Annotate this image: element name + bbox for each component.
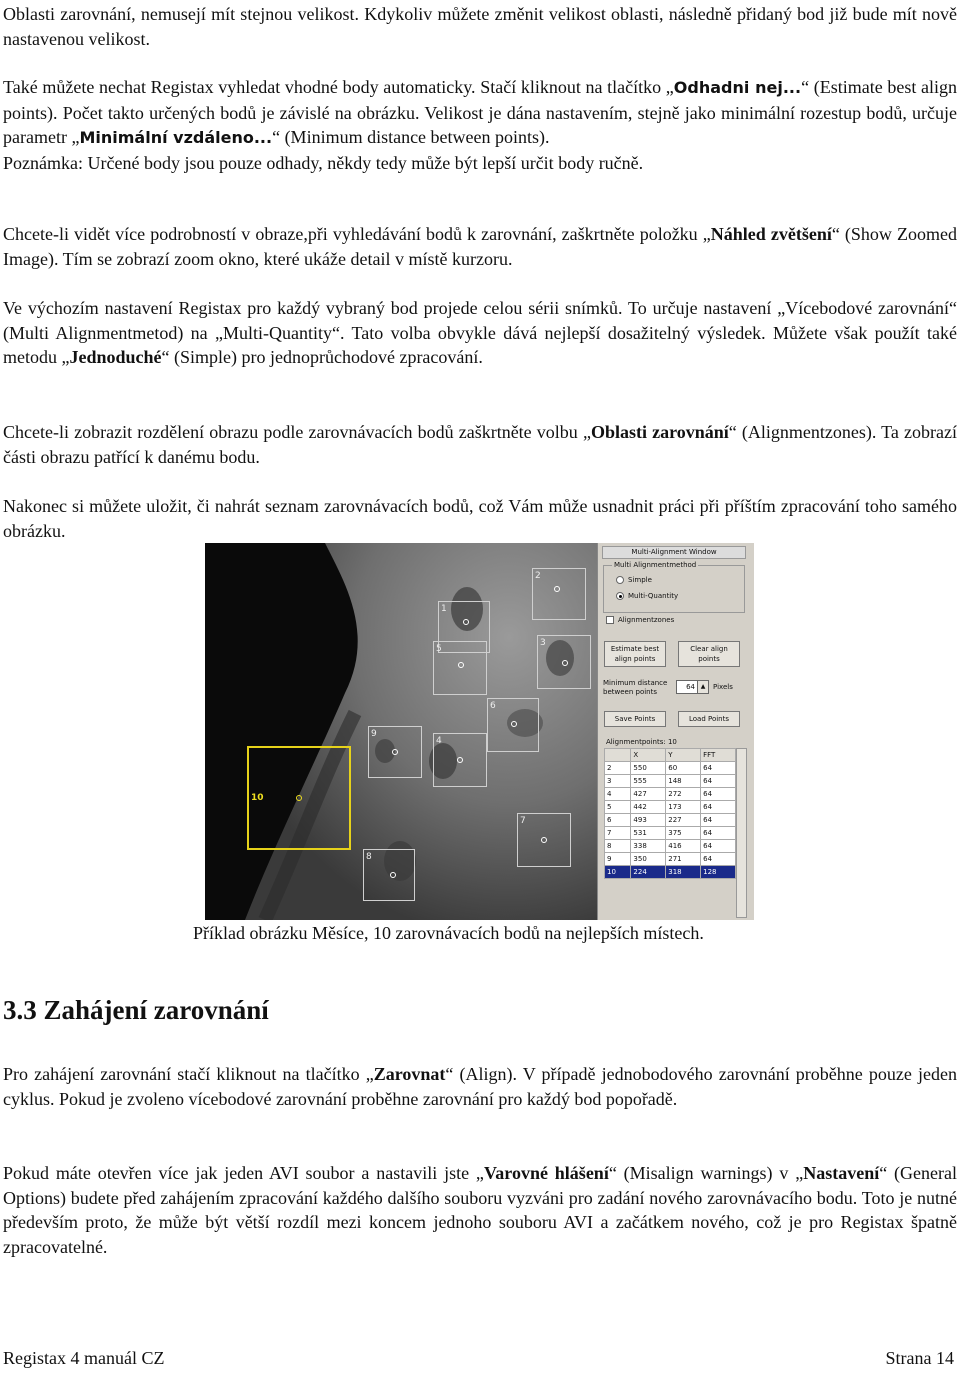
table-cell: 64 — [701, 801, 736, 814]
table-cell: 375 — [666, 827, 701, 840]
footer-title: Registax 4 manuál CZ — [3, 1348, 165, 1368]
method-group — [603, 565, 745, 613]
table-cell: 64 — [701, 775, 736, 788]
paragraph-method: Ve výchozím nastavení Registax pro každý vybraný bod projede celou sérii snímků. To určuje nastavení „Vícebodové zarovnání“ (Multi Alignmentmetod) na „Multi-Quantity“. Tato volba obvykle dává nejlepší dosažitelný výsledek. Můžete však použít také metodu „Jednoduché“ (Simple) pro jednoprůchodové zpracování. — [3, 298, 957, 367]
spin-icon[interactable]: ▲ — [697, 680, 709, 694]
table-row[interactable] — [605, 801, 736, 814]
table-cell: 550 — [631, 762, 666, 775]
table-cell: 148 — [666, 775, 701, 788]
table-cell: 227 — [666, 814, 701, 827]
clear-button[interactable]: Clear align points — [678, 641, 740, 667]
table-cell: 7 — [605, 827, 631, 840]
align-point-9[interactable]: 9 — [368, 726, 422, 778]
align-point-7[interactable]: 7 — [517, 813, 571, 867]
paragraph-zoom: Chcete-li vidět více podrobností v obraze,při vyhledávání bodů k zarovnání, zaškrtněte položku „Náhled zvětšení“ (Show Zoomed Image). Tím se zobrazí zoom okno, které ukáže detail v místě kurzoru. — [3, 224, 957, 269]
align-point-4[interactable]: 4 — [433, 733, 487, 787]
checkbox-box[interactable] — [606, 616, 614, 624]
align-point-10[interactable]: 10 — [247, 746, 351, 850]
figure-caption: Příklad obrázku Měsíce, 10 zarovnávacích bodů na nejlepších místech. — [193, 923, 704, 943]
table-cell: 442 — [631, 801, 666, 814]
table-scrollbar[interactable] — [736, 748, 747, 918]
table-cell: 5 — [605, 801, 631, 814]
min-distance-label: Minimum distance between points — [603, 679, 668, 696]
table-cell: 427 — [631, 788, 666, 801]
min-distance-input[interactable]: 64 — [676, 680, 698, 694]
align-point-5[interactable]: 5 — [433, 641, 487, 695]
method-legend: Multi Alignmentmethod — [614, 561, 697, 569]
section-heading: 3.3 Zahájení zarovnání — [3, 995, 269, 1025]
table-cell: 555 — [631, 775, 666, 788]
table-cell: 173 — [666, 801, 701, 814]
paragraph-zones: Chcete-li zobrazit rozdělení obrazu podle zarovnávacích bodů zaškrtněte volbu „Oblasti zarovnání“ (Alignmentzones). Ta zobrazí části obrazu patřící k danému bodu. — [3, 422, 957, 467]
table-cell: 416 — [666, 840, 701, 853]
paragraph-warnings: Pokud máte otevřen více jak jeden AVI soubor a nastavili jste „Varovné hlášení“ (Misalign warnings) v „Nastavení“ (General Options) budete před zahájením zpracování každého dalšího souboru vyzváni pro zadání nového zarovnávacího bodu. Toto je nutné především proto, že může být větší rozdíl mezi koncem jednoho souboru AVI a začátkem nového, což je pro Registax špatně zpracovatelné. — [3, 1163, 958, 1257]
table-cell: 2 — [605, 762, 631, 775]
radio-multi-quantity[interactable]: Multi-Quantity — [616, 592, 678, 600]
table-cell: 60 — [666, 762, 701, 775]
align-point-3[interactable]: 3 — [537, 635, 591, 689]
moon-image — [205, 543, 597, 920]
table-cell: 531 — [631, 827, 666, 840]
save-points-button[interactable]: Save Points — [604, 711, 666, 727]
alignmentzones-checkbox[interactable]: Alignmentzones — [606, 616, 674, 624]
table-cell: 64 — [701, 788, 736, 801]
table-row[interactable] — [605, 775, 736, 788]
table-cell: 128 — [701, 866, 736, 879]
table-cell: 318 — [666, 866, 701, 879]
table-cell: 8 — [605, 840, 631, 853]
table-cell: 350 — [631, 853, 666, 866]
alignment-points-table — [604, 748, 736, 879]
table-cell: 64 — [701, 853, 736, 866]
panel-title: Multi-Alignment Window — [602, 546, 746, 559]
pixels-label: Pixels — [713, 683, 733, 691]
table-cell: 338 — [631, 840, 666, 853]
table-cell: 9 — [605, 853, 631, 866]
table-header-cell: X — [631, 749, 666, 762]
table-row[interactable] — [605, 762, 736, 775]
radio-simple[interactable]: Simple — [616, 576, 652, 584]
points-count: Alignmentpoints: 10 — [606, 738, 677, 746]
table-cell: 64 — [701, 827, 736, 840]
table-cell: 4 — [605, 788, 631, 801]
table-cell: 6 — [605, 814, 631, 827]
table-cell: 64 — [701, 814, 736, 827]
table-cell: 272 — [666, 788, 701, 801]
footer-page-number: Strana 14 — [885, 1348, 954, 1368]
table-header-cell — [605, 749, 631, 762]
estimate-button[interactable]: Estimate best align points — [604, 641, 666, 667]
table-cell: 10 — [605, 866, 631, 879]
table-header — [605, 749, 736, 762]
table-header-cell: FFT — [701, 749, 736, 762]
load-points-button[interactable]: Load Points — [678, 711, 740, 727]
table-cell: 271 — [666, 853, 701, 866]
multi-alignment-panel — [597, 543, 754, 920]
table-cell: 224 — [631, 866, 666, 879]
table-row[interactable] — [605, 788, 736, 801]
align-point-8[interactable]: 8 — [363, 849, 415, 901]
figure-moon-alignment — [205, 543, 753, 920]
table-row[interactable] — [605, 866, 736, 879]
paragraph-estimate: Také můžete nechat Registax vyhledat vhodné body automaticky. Stačí kliknout na tlačítko „Odhadni nej...“ (Estimate best align points). Počet takto určených bodů je závislé na obrázku. Velikost je dána nastavením, stejně jako minimální rozestup bodů, určuje parametr „Minimální vzdáleno...“ (Minimum distance between points). Poznámka: Určené body jsou pouze odhady, někdy tedy může být lepší určit body ručně. — [3, 77, 957, 173]
paragraph-save: Nakonec si můžete uložit, či nahrát seznam zarovnávacích bodů, což Vám může usnadnit práci při příštím zpracování toho samého obrázku. — [3, 496, 957, 541]
paragraph-intro: Oblasti zarovnání, nemusejí mít stejnou velikost. Kdykoliv můžete změnit velikost oblasti, následně přidaný bod již bude mít nově nastavenou velikost. — [3, 4, 957, 49]
table-header-cell: Y — [666, 749, 701, 762]
align-point-2[interactable]: 2 — [532, 568, 586, 620]
paragraph-align: Pro zahájení zarovnání stačí kliknout na tlačítko „Zarovnat“ (Align). V případě jednobodového zarovnání proběhne pouze jeden cyklus. Pokud je zvoleno vícebodové zarovnání proběhne zarovnání pro každý bod popořadě. — [3, 1064, 957, 1109]
table-row[interactable] — [605, 827, 736, 840]
align-point-1[interactable]: 1 — [438, 601, 490, 653]
table-cell: 64 — [701, 762, 736, 775]
table-cell: 64 — [701, 840, 736, 853]
align-point-6[interactable]: 6 — [487, 698, 539, 752]
table-cell: 493 — [631, 814, 666, 827]
table-cell: 3 — [605, 775, 631, 788]
table-row[interactable] — [605, 814, 736, 827]
radio-multi-dot[interactable] — [616, 592, 624, 600]
radio-simple-dot[interactable] — [616, 576, 624, 584]
table-row[interactable] — [605, 853, 736, 866]
table-row[interactable] — [605, 840, 736, 853]
